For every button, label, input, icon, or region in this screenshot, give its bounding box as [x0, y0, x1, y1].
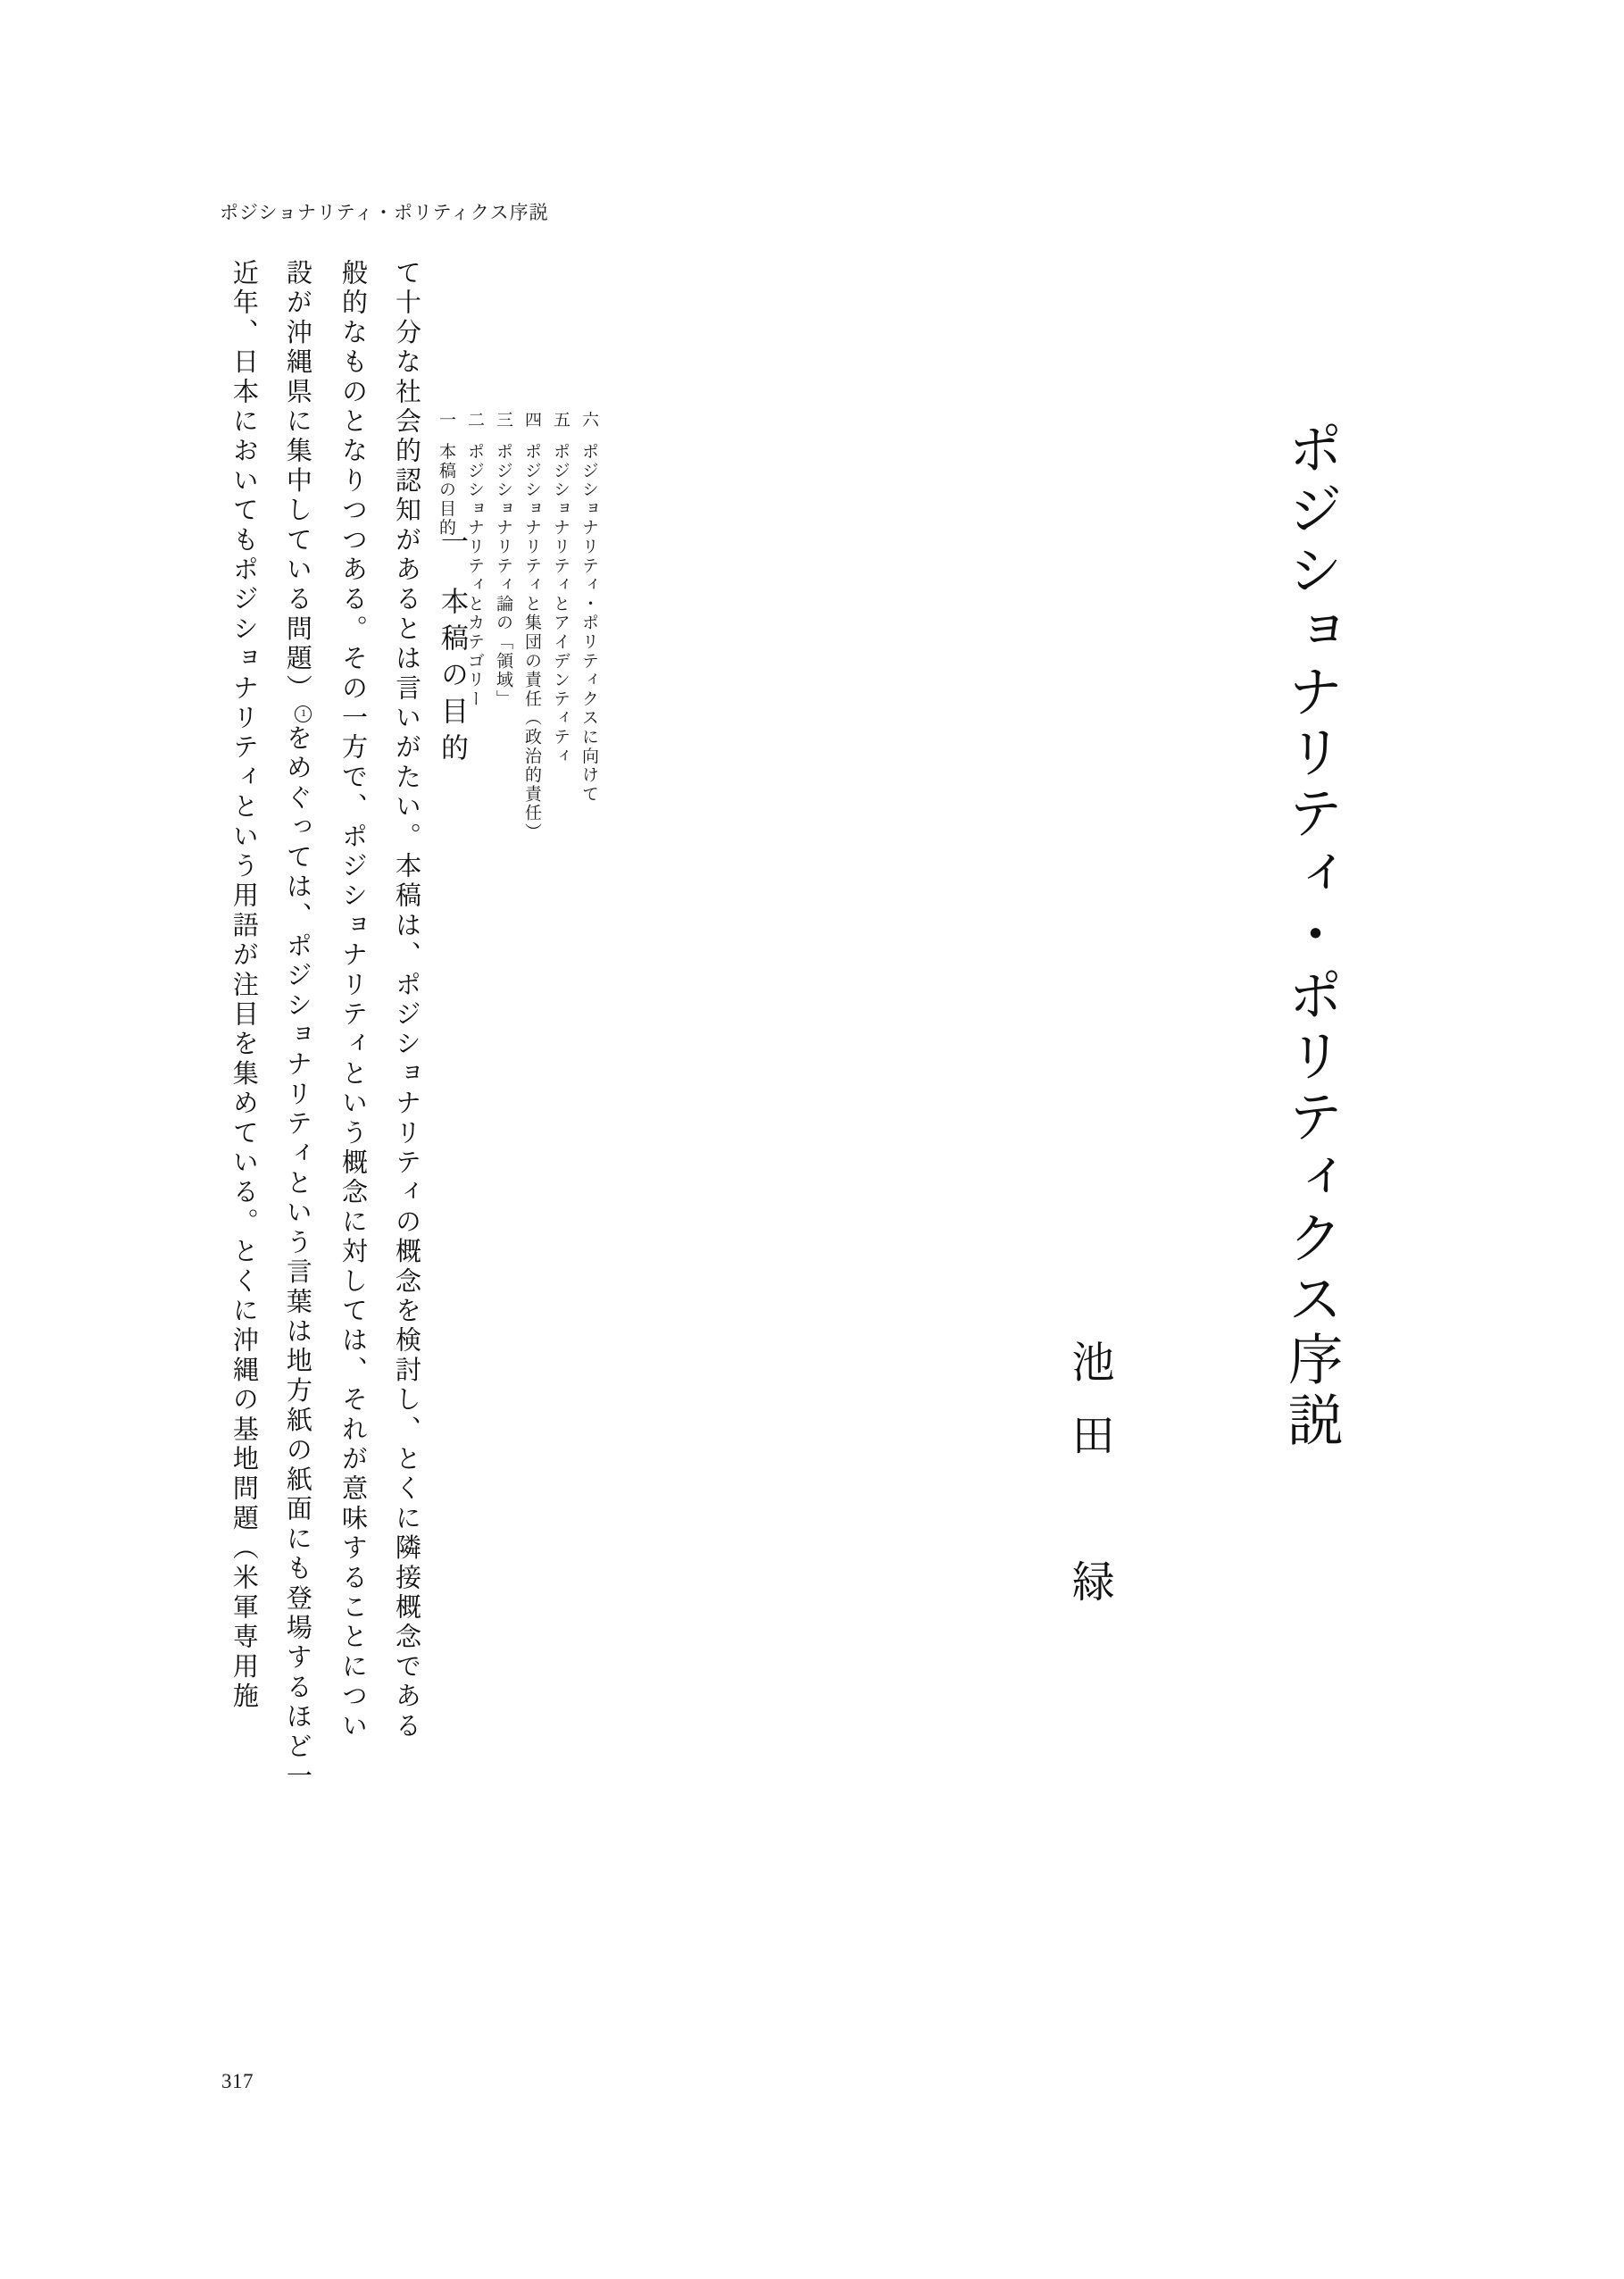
body-column-4: て十分な社会的認知があるとは言いがたい。本稿は、ポジショナリティの概念を検討し、とくに隣接概念である [392, 259, 421, 1741]
running-head: ポジショナリティ・ポリティクス序説 [220, 202, 549, 223]
section-heading-label: 本稿の目的 [437, 587, 468, 770]
toc-item-2-label: ポジショナリティとカテゴリー [465, 442, 484, 709]
section-heading-number: 一 [437, 527, 468, 563]
toc-item-5[interactable] [540, 411, 569, 982]
toc-item-5-label: ポジショナリティとアイデンティティ [551, 442, 570, 766]
toc-item-3-number: 三 [494, 411, 512, 430]
author-name: 池田 緑 [1065, 1340, 1112, 1632]
body-text [203, 259, 419, 2045]
toc-item-4[interactable] [512, 411, 540, 982]
footnote-marker[interactable]: 1 [295, 705, 312, 722]
toc-item-6-label: ポジショナリティ・ポリティクスに向けて [579, 442, 598, 805]
body-column-3: 般的なものとなりつつある。その一方で、ポジショナリティという概念に対しては、それが意味することについ [338, 259, 367, 1741]
toc-item-1-number: 一 [437, 411, 455, 430]
page-title: ポジショナリティ・ポリティクス序説 [1279, 420, 1340, 1452]
toc-item-2-number: 二 [465, 411, 484, 430]
toc-item-5-number: 五 [551, 411, 570, 430]
toc-item-6[interactable] [569, 411, 597, 982]
toc-item-1-label: 本稿の目的 [437, 442, 455, 538]
toc-item-3-label: ポジショナリティ論の「領域」 [494, 442, 512, 709]
toc-item-6-number: 六 [579, 411, 598, 430]
body-column-1: 近年、日本においてもポジショナリティという用語が注目を集めている。とくに沖縄の基地問題（米軍専用施 [229, 259, 258, 1712]
body-column-2: 設が沖縄県に集中している問題）1をめぐっては、ポジショナリティという言葉は地方紙の紙面にも登場するほど一 [282, 259, 312, 1792]
toc-item-3[interactable] [483, 411, 512, 982]
page-number: 317 [221, 2070, 254, 2092]
toc-item-4-number: 四 [522, 411, 541, 430]
toc-item-4-label: ポジショナリティと集団の責任（政治的責任） [522, 442, 541, 842]
section-heading [432, 527, 472, 822]
